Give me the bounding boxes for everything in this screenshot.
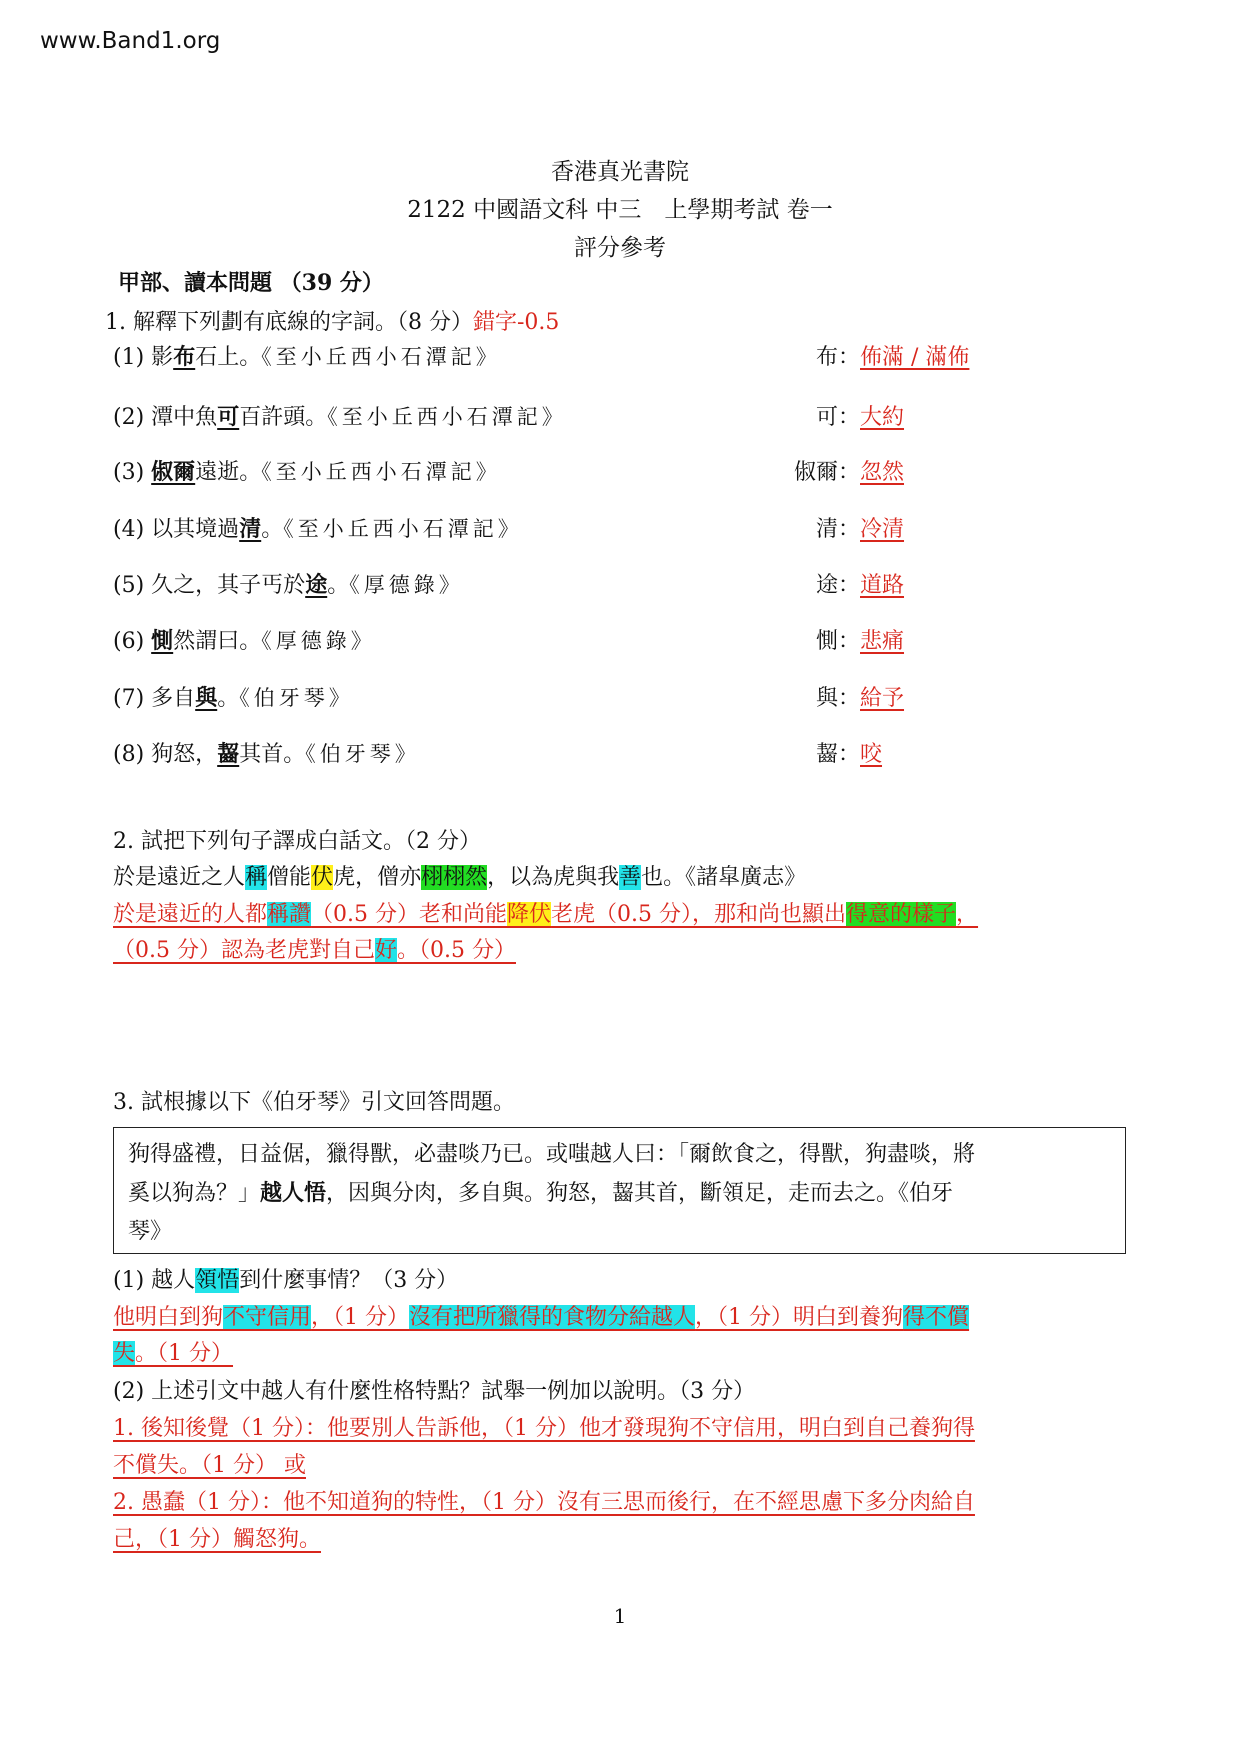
answer-char: 與： bbox=[815, 686, 860, 711]
sub1-ans-b: ，（1 分） bbox=[311, 1305, 410, 1330]
q2-ans-d: ， bbox=[956, 902, 979, 927]
q2-orig-h4: 善 bbox=[619, 865, 642, 890]
q3-sub2-question: (2) 上述引文中越人有什麼性格特點？試舉一例加以說明。（3 分） bbox=[113, 1379, 756, 1404]
vocab-answer-8 bbox=[700, 737, 1030, 768]
passage-bold: 越人悟 bbox=[260, 1180, 327, 1206]
item-number: (7) bbox=[113, 686, 145, 711]
q2-orig-c: 虎，僧亦 bbox=[333, 865, 422, 890]
item-post: 百許頭。 bbox=[239, 405, 328, 430]
item-post: 其首。 bbox=[239, 742, 306, 767]
item-source: 《伯牙琴》 bbox=[239, 686, 354, 710]
answer-char: 清： bbox=[815, 517, 860, 542]
sub1-ans-c: ，（1 分）明白到養狗 bbox=[695, 1305, 904, 1330]
sub1-ans-h4: 失 bbox=[113, 1341, 136, 1366]
q2-original bbox=[113, 860, 806, 891]
q3-sub2-answer-2: 不償失。（1 分） 或 bbox=[113, 1453, 306, 1478]
item-underlined: 清 bbox=[239, 516, 262, 542]
passage-line-1: 狗得盛禮，日益倨，獵得獸，必盡啖乃已。或嗤越人曰：「爾飲食之，得獸，狗盡啖，將 bbox=[128, 1142, 976, 1167]
vocab-item-6 bbox=[113, 624, 376, 655]
vocab-item-2 bbox=[113, 400, 567, 431]
answer-text: 給予 bbox=[860, 686, 905, 711]
sub1-ans-h3: 得不償 bbox=[903, 1305, 970, 1330]
q3-title: 3. 試根據以下《伯牙琴》引文回答問題。 bbox=[113, 1090, 515, 1115]
answer-text: 咬 bbox=[860, 742, 883, 767]
item-underlined: 齧 bbox=[217, 741, 240, 767]
q2-ans-b: （0.5 分）老和尚能 bbox=[311, 902, 508, 927]
answer-text: 道路 bbox=[860, 573, 905, 598]
item-source: 《至小丘西小石潭記》 bbox=[261, 345, 501, 369]
answer-text: 冷清 bbox=[860, 517, 905, 542]
vocab-item-4 bbox=[113, 512, 523, 543]
q2-ans-h1: 稱讚 bbox=[267, 902, 312, 927]
q2-orig-d: ，以為虎與我 bbox=[487, 865, 620, 890]
vocab-answer-1 bbox=[700, 340, 1030, 371]
q2-ans-h2: 降伏 bbox=[507, 902, 552, 927]
answer-char: 惻： bbox=[815, 629, 860, 654]
q2-ans-a: 於是遠近的人都 bbox=[113, 902, 268, 927]
vocab-answer-7 bbox=[700, 681, 1030, 712]
sub1-ans-h1: 不守信用 bbox=[223, 1305, 312, 1330]
item-pre: 久之，其子丐於 bbox=[151, 573, 306, 598]
item-number: (2) bbox=[113, 405, 145, 430]
answer-text: 忽然 bbox=[860, 460, 905, 485]
item-post: 然謂曰。 bbox=[173, 629, 262, 654]
q2-orig-h3: 栩栩然 bbox=[421, 865, 488, 890]
q2-orig-e: 也。《諸皐廣志》 bbox=[641, 865, 807, 890]
q1-deduction: 錯字-0.5 bbox=[472, 310, 560, 335]
doc-subtitle: 評分參考 bbox=[574, 235, 666, 261]
q2-answer-line2 bbox=[113, 933, 516, 964]
vocab-answer-5 bbox=[700, 568, 1030, 599]
q2-ans-e: （0.5 分）認為老虎對自己 bbox=[113, 938, 375, 963]
sub1-ans-h2: 沒有把所獵得的食物分給越人 bbox=[409, 1305, 696, 1330]
answer-char: 可： bbox=[815, 405, 860, 430]
q2-ans-h4: 好 bbox=[374, 938, 397, 963]
vocab-answer-2 bbox=[700, 400, 1030, 431]
item-post: 遠逝。 bbox=[195, 460, 262, 485]
item-number: (1) bbox=[113, 345, 145, 370]
item-underlined: 可 bbox=[217, 404, 240, 430]
q1-title-text: 1. 解釋下列劃有底線的字詞。（8 分） bbox=[105, 310, 473, 335]
answer-text: 悲痛 bbox=[860, 629, 905, 654]
answer-char: 齧： bbox=[815, 742, 860, 767]
vocab-answer-6 bbox=[700, 624, 1030, 655]
item-post: 。 bbox=[217, 686, 240, 711]
q2-answer-line1 bbox=[113, 897, 978, 928]
item-post: 石上。 bbox=[195, 345, 262, 370]
item-number: (3) bbox=[113, 460, 145, 485]
item-post: 。 bbox=[261, 517, 284, 542]
passage-line-3: 琴》 bbox=[128, 1219, 173, 1244]
item-post: 。 bbox=[327, 573, 350, 598]
item-source: 《厚德錄》 bbox=[261, 629, 376, 653]
q3-sub2-answer-1: 1. 後知後覺（1 分）：他要別人告訴他，（1 分）他才發現狗不守信用，明白到自己養狗得 bbox=[113, 1416, 975, 1441]
answer-char: 布： bbox=[815, 345, 860, 370]
sub1-b: 到什麼事情？（3 分） bbox=[239, 1268, 459, 1293]
vocab-item-8 bbox=[113, 737, 420, 768]
exam-title: 2122 中國語文科 中三 上學期考試 卷一 bbox=[407, 197, 833, 223]
q3-sub2-answer-4: 己，（1 分）觸怒狗。 bbox=[113, 1527, 321, 1552]
passage-line-2 bbox=[128, 1174, 1118, 1213]
item-underlined: 布 bbox=[173, 344, 196, 370]
item-number: (6) bbox=[113, 629, 145, 654]
item-number: (5) bbox=[113, 573, 145, 598]
sub1-ans-a: 他明白到狗 bbox=[113, 1305, 224, 1330]
q2-ans-h3: 得意的樣子 bbox=[846, 902, 957, 927]
vocab-item-1 bbox=[113, 340, 501, 371]
item-source: 《伯牙琴》 bbox=[305, 742, 420, 766]
section-heading: 甲部、讀本問題 （39 分） bbox=[118, 270, 384, 296]
item-source: 《厚德錄》 bbox=[349, 573, 464, 597]
vocab-item-3 bbox=[113, 455, 501, 486]
q2-orig-h1: 稱 bbox=[245, 865, 268, 890]
item-pre: 影 bbox=[151, 345, 174, 370]
item-underlined: 途 bbox=[305, 572, 328, 598]
site-url: www.Band1.org bbox=[40, 28, 221, 54]
sub1-ans-d: 。（1 分） bbox=[135, 1341, 234, 1366]
item-underlined: 與 bbox=[195, 685, 218, 711]
answer-text: 佈滿 / 滿佈 bbox=[860, 345, 970, 370]
q2-orig-a: 於是遠近之人 bbox=[113, 865, 246, 890]
answer-text: 大約 bbox=[860, 405, 905, 430]
q3-sub2-answer-3: 2. 愚蠢（1 分）：他不知道狗的特性，（1 分）沒有三思而後行，在不經思慮下多分肉給自 bbox=[113, 1490, 975, 1515]
q3-sub1-question bbox=[113, 1263, 458, 1294]
q3-sub1-answer-1 bbox=[113, 1300, 969, 1331]
answer-char: 俶爾： bbox=[793, 460, 860, 485]
item-number: (8) bbox=[113, 742, 145, 767]
vocab-item-7 bbox=[113, 681, 354, 712]
item-pre: 以其境過 bbox=[151, 517, 240, 542]
page-number: 1 bbox=[613, 1604, 627, 1628]
q3-sub1-answer-2 bbox=[113, 1336, 233, 1367]
q2-ans-f: 。（0.5 分） bbox=[397, 938, 516, 963]
answer-char: 途： bbox=[815, 573, 860, 598]
school-name: 香港真光書院 bbox=[551, 159, 689, 185]
q1-title bbox=[105, 305, 559, 336]
q2-ans-c: 老虎（0.5 分），那和尚也顯出 bbox=[551, 902, 847, 927]
item-pre: 多自 bbox=[151, 686, 196, 711]
vocab-item-5 bbox=[113, 568, 464, 599]
sub1-a: (1) 越人 bbox=[113, 1268, 196, 1293]
passage-line-2c: ，因與分肉，多自與。狗怒，齧其首，斷領足，走而去之。《伯牙 bbox=[326, 1181, 954, 1206]
vocab-answer-4 bbox=[700, 512, 1030, 543]
item-source: 《至小丘西小石潭記》 bbox=[283, 517, 523, 541]
passage-line-2a: 奚以狗為？」 bbox=[128, 1181, 261, 1206]
item-source: 《至小丘西小石潭記》 bbox=[261, 460, 501, 484]
sub1-h: 領悟 bbox=[195, 1268, 240, 1293]
passage-text bbox=[128, 1136, 1118, 1251]
item-pre: 狗怒， bbox=[151, 742, 218, 767]
item-source: 《至小丘西小石潭記》 bbox=[327, 405, 567, 429]
item-underlined: 俶爾 bbox=[151, 459, 196, 485]
q2-orig-b: 僧能 bbox=[267, 865, 312, 890]
q2-title: 2. 試把下列句子譯成白話文。（2 分） bbox=[113, 829, 481, 854]
q2-orig-h2: 伏 bbox=[311, 865, 334, 890]
item-pre: 潭中魚 bbox=[151, 405, 218, 430]
item-underlined: 惻 bbox=[151, 628, 174, 654]
item-number: (4) bbox=[113, 517, 145, 542]
vocab-answer-3 bbox=[700, 455, 1030, 486]
